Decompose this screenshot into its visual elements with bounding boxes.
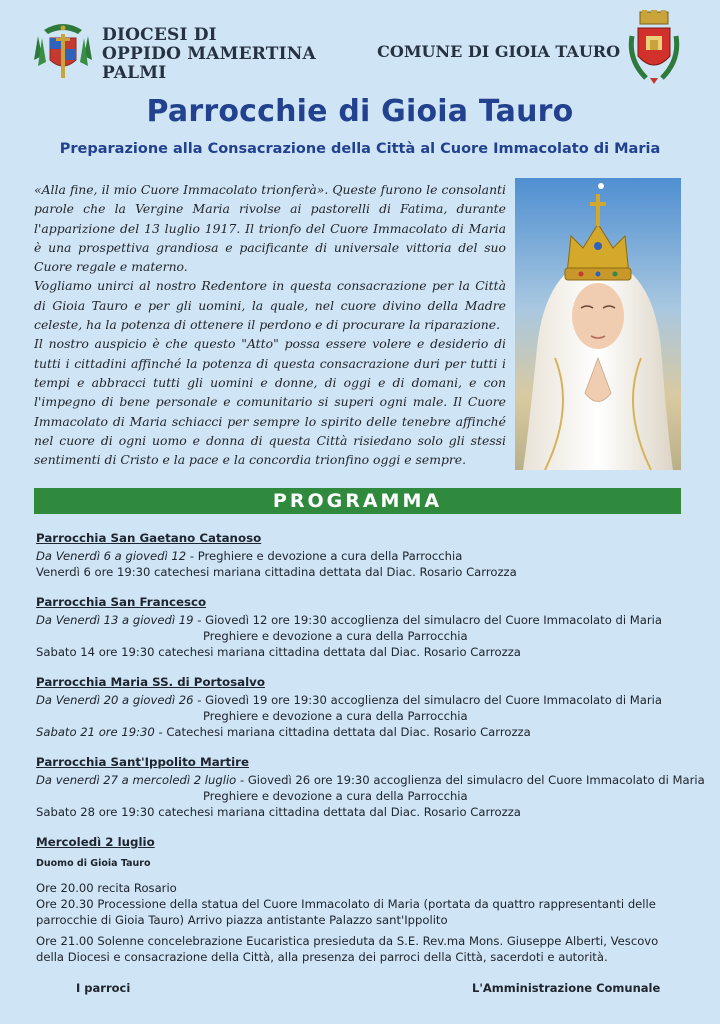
schedule-text: - Giovedì 12 ore 19:30 accoglienza del simulacro del Cuore Immacolato di Maria [193, 613, 662, 627]
schedule-line [36, 804, 696, 820]
comune-name: COMUNE DI GIOIA TAURO [377, 41, 620, 61]
schedule-text: - Giovedì 19 ore 19:30 accoglienza del simulacro del Cuore Immacolato di Maria [193, 693, 662, 707]
diocese-line-1: DIOCESI DI [102, 25, 217, 45]
schedule-line [36, 772, 705, 788]
schedule-text: - Preghiere e devozione a cura della Parrocchia [186, 549, 463, 563]
programma-banner: PROGRAMMA [34, 488, 681, 514]
schedule-date: Da venerdì 27 a mercoledì 2 luglio [36, 773, 237, 787]
section-title: Mercoledì 2 luglio [36, 835, 155, 849]
section-san-francesco [36, 594, 696, 660]
page-title: Parrocchie di Gioia Tauro [146, 94, 574, 129]
schedule-line [36, 644, 696, 660]
diocese-coat-of-arms-icon [30, 16, 96, 86]
schedule-date: Da Venerdì 6 a giovedì 12 [36, 549, 187, 563]
schedule-text: Preghiere e devozione a cura della Parrocchia [203, 629, 468, 643]
madonna-fatima-image [515, 178, 681, 470]
schedule-line [36, 612, 696, 628]
intro-paragraph-3: Il nostro auspicio è che questo "Atto" possa essere volere e desiderio di tutti i cittadini affinché la potenza di questa consacrazione duri per tutti i tempi e abbracci tutti gli uomini e donne, di oggi e di domani, e con l'impegno di bene personale e comunitario si superi ogni male. Il Cuore Immacolato di Maria schiacci per sempre lo spirito delle tenebre affinché nel cuore di ogni uomo e donna di questa Città risiedano solo gli stessi sentimenti di Cristo e la pace e la concordia trionfino oggi e sempre. [34, 336, 506, 468]
schedule-line [36, 788, 696, 804]
page-subtitle: Preparazione alla Consacrazione della Città al Cuore Immacolato di Maria [59, 141, 661, 157]
schedule-text: Venerdì 6 ore 19:30 catechesi mariana cittadina dettata dal Diac. Rosario Carrozza [36, 565, 517, 579]
schedule-text: Preghiere e devozione a cura della Parrocchia [203, 709, 468, 723]
intro-paragraph-2: Vogliamo unirci al nostro Redentore in questa consacrazione per la Città di Gioia Tauro e per gli uomini, la quale, nel cuore divino della Madre celeste, ha la potenza di ottenere il perdono e di procurare la riparazione. [34, 278, 506, 333]
section-title: Parrocchia Sant'Ippolito Martire [36, 755, 249, 769]
schedule-line [36, 628, 696, 644]
diocese-line-2: OPPIDO MAMERTINA [102, 44, 316, 64]
schedule-text: Sabato 14 ore 19:30 catechesi mariana cittadina dettata dal Diac. Rosario Carrozza [36, 645, 521, 659]
diocese-name [102, 26, 316, 83]
section-san-gaetano [36, 530, 696, 580]
section-portosalvo [36, 674, 696, 740]
schedule [36, 530, 705, 979]
intro-text [34, 180, 506, 469]
schedule-line [36, 692, 696, 708]
schedule-line [36, 564, 696, 580]
diocese-line-3: PALMI [102, 63, 167, 83]
schedule-date: Da Venerdì 13 a giovedì 19 [36, 613, 194, 627]
schedule-text: Preghiere e devozione a cura della Parrocchia [203, 789, 468, 803]
section-title: Parrocchia Maria SS. di Portosalvo [36, 675, 265, 689]
schedule-line: Ore 21.00 Solenne concelebrazione Eucaristica presieduta da S.E. Rev.ma Mons. Giuseppe Alberti, Vescovo della Diocesi e consacrazione della Città, alla presenza dei parroci della Città, sacerdoti e autorità. [36, 934, 659, 964]
schedule-date: Sabato 21 ore 19:30 [36, 725, 155, 739]
schedule-line: Ore 20.30 Processione della statua del Cuore Immacolato di Maria (portata da quattro rappresentanti delle parrocchie di Gioia Tauro) Arrivo piazza antistante Palazzo sant'Ippolito [36, 897, 656, 927]
comune-coat-of-arms-icon [626, 10, 682, 86]
signature-amministrazione: L'Amministrazione Comunale [472, 981, 661, 995]
schedule-line [36, 548, 696, 564]
venue-label: Duomo di Gioia Tauro [36, 858, 151, 869]
schedule-line [36, 724, 696, 740]
section-sant-ippolito [36, 754, 705, 820]
section-final-celebration [36, 834, 696, 965]
comune-header [377, 10, 682, 86]
diocese-header [30, 16, 316, 86]
schedule-line: Ore 20.00 recita Rosario [36, 881, 177, 895]
section-title: Parrocchia San Gaetano Catanoso [36, 531, 262, 545]
schedule-line [36, 708, 696, 724]
section-title: Parrocchia San Francesco [36, 595, 207, 609]
schedule-text: - Giovedì 26 ore 19:30 accoglienza del simulacro del Cuore Immacolato di Maria [236, 773, 705, 787]
signature-parroci: I parroci [76, 981, 131, 995]
schedule-text: Sabato 28 ore 19:30 catechesi mariana cittadina dettata dal Diac. Rosario Carrozza [36, 805, 521, 819]
schedule-text: - Catechesi mariana cittadina dettata dal Diac. Rosario Carrozza [154, 725, 531, 739]
intro-paragraph-1: «Alla fine, il mio Cuore Immacolato trionferà». Queste furono le consolanti parole che la Vergine Maria rivolse ai pastorelli di Fatima, durante l'apparizione del 13 luglio 1917. Il trionfo del Cuore Immacolato di Maria è una prospettiva grandiosa e pacificante di universale vittoria del suo Cuore regale e materno. [34, 182, 506, 275]
schedule-date: Da Venerdì 20 a giovedì 26 [36, 693, 194, 707]
